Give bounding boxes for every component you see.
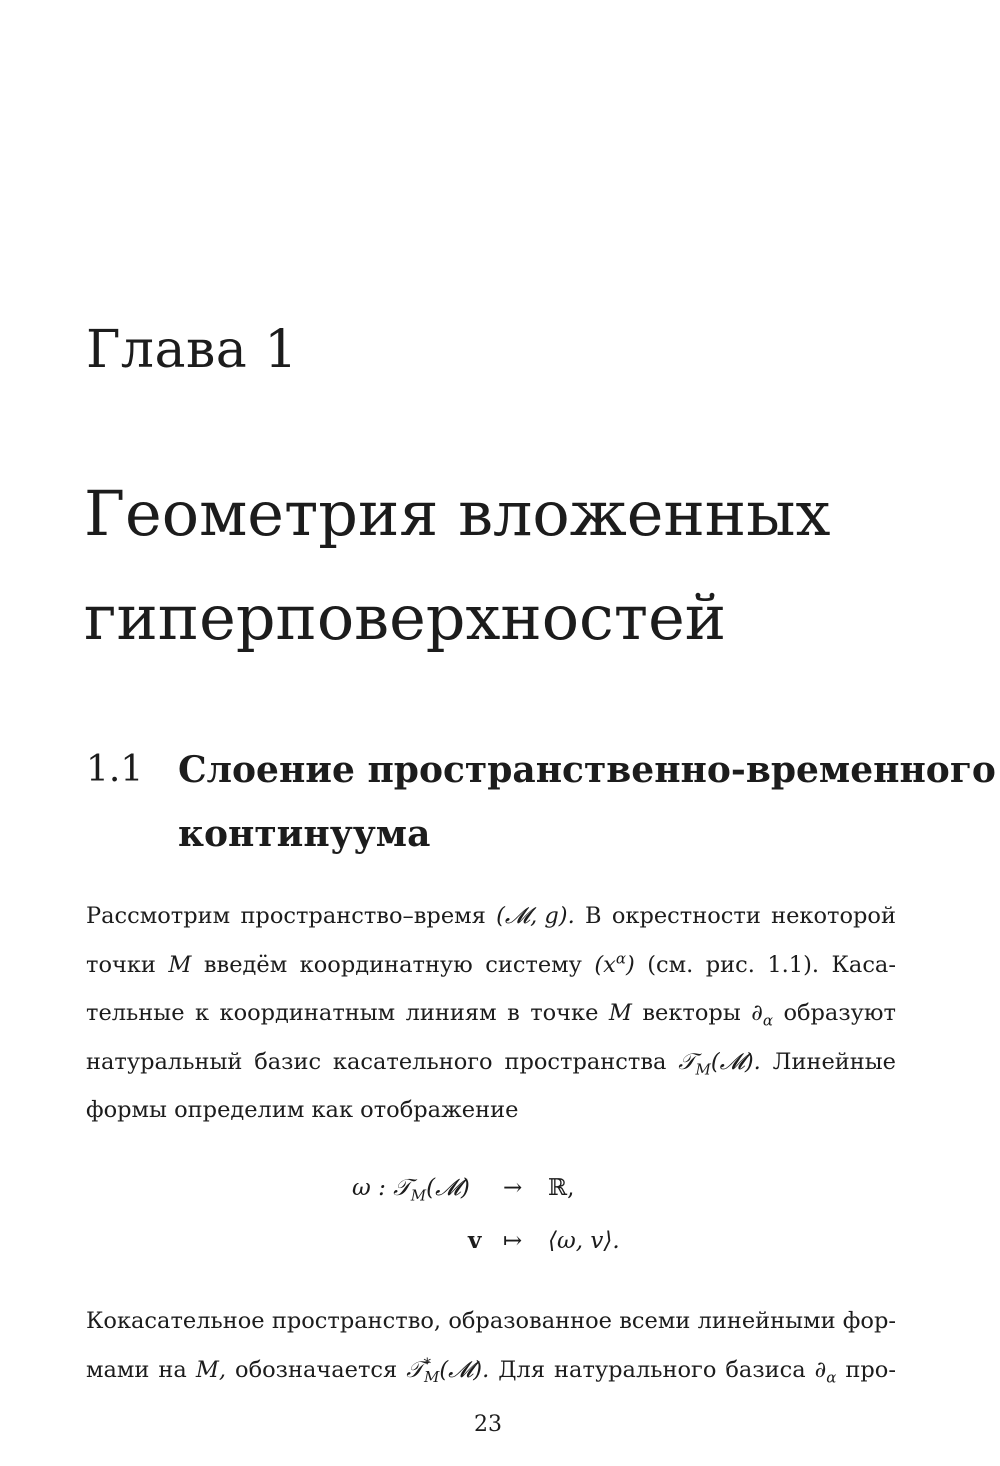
word: Рассмотрим bbox=[86, 903, 231, 929]
paragraph-2 bbox=[86, 1297, 896, 1394]
section-title-line-1: Слоение пространственно-временного bbox=[178, 749, 996, 791]
word: окрестности bbox=[611, 903, 761, 929]
equation-row1-left: ω : 𝒯$_M$(𝓜) bbox=[352, 1175, 470, 1205]
word: пространство, bbox=[271, 1308, 442, 1334]
word: натуральный bbox=[86, 1048, 243, 1075]
equation-row1-right: ℝ, bbox=[548, 1175, 575, 1201]
text-line bbox=[86, 1086, 896, 1135]
word: тельные bbox=[86, 1000, 185, 1026]
word: касательного bbox=[332, 1048, 493, 1075]
word: В bbox=[585, 903, 602, 929]
word: в bbox=[507, 1000, 520, 1026]
chapter-title-line-2: гиперповерхностей bbox=[84, 581, 727, 654]
word: рис. bbox=[705, 951, 755, 978]
text-line bbox=[86, 1038, 896, 1087]
math-inline: M bbox=[608, 1000, 632, 1026]
math-inline: $\partial_\alpha$ bbox=[751, 1000, 773, 1030]
word: точки bbox=[86, 951, 156, 978]
word: про- bbox=[845, 1356, 896, 1383]
math-inline: M bbox=[168, 951, 192, 978]
section-number: 1.1 bbox=[86, 749, 144, 790]
word: линиям bbox=[405, 1000, 497, 1026]
math-inline: $\partial_\alpha$ bbox=[814, 1356, 837, 1386]
page-number: 23 bbox=[474, 1412, 502, 1437]
word: образуют bbox=[783, 1000, 896, 1026]
text-line bbox=[86, 892, 896, 941]
word: фор- bbox=[842, 1308, 896, 1334]
word: образованное bbox=[448, 1308, 612, 1334]
equation-row2-arrow: ↦ bbox=[503, 1228, 523, 1254]
chapter-label: Глава 1 bbox=[86, 320, 298, 380]
math-inline: 𝒯$_M$(𝓜). bbox=[678, 1048, 761, 1078]
math-inline: 𝒯*$_M$(𝓜). bbox=[406, 1354, 490, 1386]
word: базис bbox=[254, 1048, 322, 1075]
text-line bbox=[86, 941, 896, 990]
word: пространство–время bbox=[240, 903, 486, 929]
word: обозначается bbox=[235, 1356, 398, 1383]
word: некоторой bbox=[771, 903, 896, 929]
paragraph-1 bbox=[86, 892, 896, 1135]
section-title-line-2: континуума bbox=[178, 813, 431, 855]
text-line bbox=[86, 1297, 896, 1346]
chapter-title bbox=[84, 462, 830, 670]
word: базиса bbox=[725, 1356, 806, 1383]
word: на bbox=[158, 1356, 187, 1383]
word: линейными bbox=[697, 1308, 836, 1334]
chapter-title-line-1: Геометрия вложенных bbox=[84, 477, 831, 550]
word: (см. bbox=[647, 951, 694, 978]
text-line bbox=[86, 989, 896, 1038]
word: координатным bbox=[219, 1000, 396, 1026]
equation-row2-left: v bbox=[468, 1227, 482, 1254]
word: введём bbox=[203, 951, 288, 978]
word: Линейные bbox=[772, 1048, 896, 1075]
word: Каса- bbox=[831, 951, 896, 978]
math-inline: (𝓜, g). bbox=[496, 903, 575, 929]
word: пространства bbox=[504, 1048, 667, 1075]
word: всеми bbox=[619, 1308, 691, 1334]
word: 1.1). bbox=[767, 951, 820, 978]
word: натурального bbox=[554, 1356, 717, 1383]
text-run: формы определим как отображение bbox=[86, 1097, 519, 1123]
word: Для bbox=[498, 1356, 546, 1383]
math-inline: $(x^\alpha)$ bbox=[594, 949, 635, 978]
math-inline: M, bbox=[195, 1356, 227, 1383]
word: точке bbox=[530, 1000, 599, 1026]
word: Кокасательное bbox=[86, 1308, 265, 1334]
word: векторы bbox=[642, 1000, 741, 1026]
word: к bbox=[194, 1000, 210, 1026]
text-line bbox=[86, 1346, 896, 1395]
word: координатную bbox=[299, 951, 473, 978]
equation-row1-arrow: → bbox=[503, 1175, 523, 1201]
word: мами bbox=[86, 1356, 150, 1383]
equation-row2-right: ⟨ω, v⟩. bbox=[548, 1228, 620, 1254]
word: систему bbox=[485, 951, 582, 978]
